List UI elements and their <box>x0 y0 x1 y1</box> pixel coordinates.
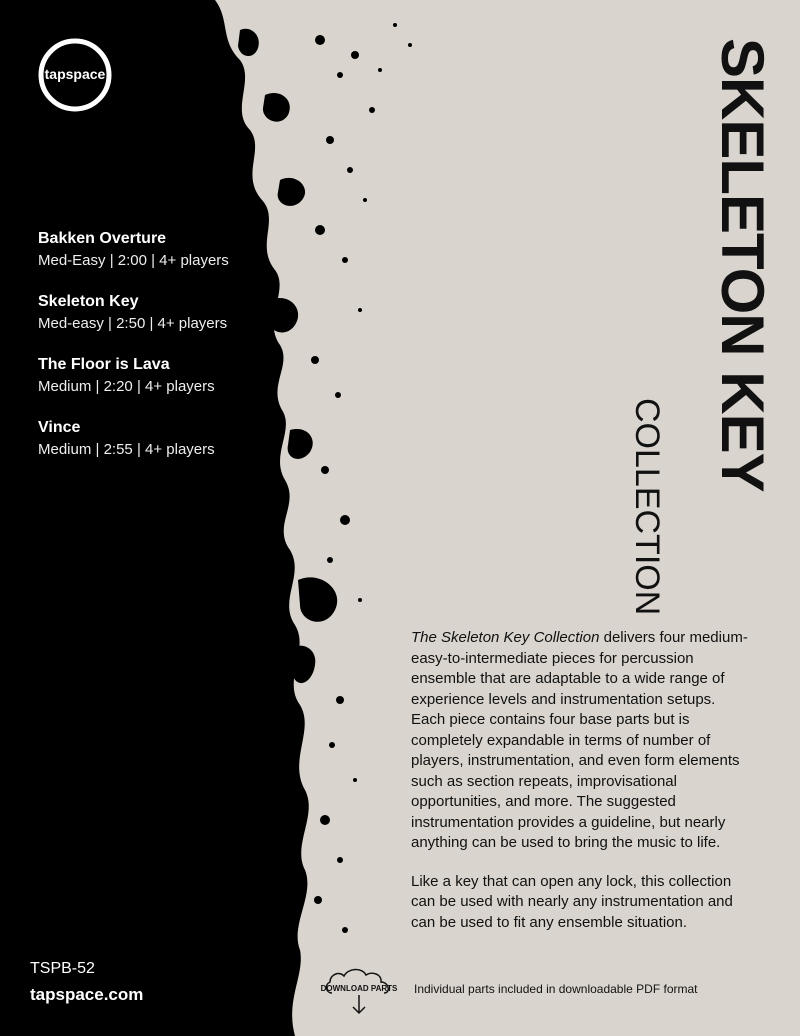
piece-title: Skeleton Key <box>38 293 139 310</box>
website-link[interactable]: tapspace.com <box>30 985 144 1004</box>
piece-title: The Floor is Lava <box>38 356 170 373</box>
piece-title: Bakken Overture <box>38 230 167 247</box>
list-item <box>38 228 288 272</box>
tapspace-logo[interactable] <box>30 30 120 120</box>
piece-meta: Med-Easy | 2:00 | 4+ players <box>38 252 229 269</box>
piece-meta: Med-easy | 2:50 | 4+ players <box>38 315 228 332</box>
description-paragraph-1 <box>411 628 751 854</box>
collection-title-italic: The Skeleton Key Collection <box>411 629 600 646</box>
piece-meta: Medium | 2:20 | 4+ players <box>38 378 215 395</box>
list-item <box>38 354 288 398</box>
description <box>411 628 751 951</box>
download-parts-badge[interactable] <box>318 965 400 1020</box>
title-sub: COLLECTION <box>628 398 666 616</box>
title-main: SKELETON KEY <box>709 38 776 492</box>
logo-text: tapspace <box>44 66 106 82</box>
description-paragraph-2: Like a key that can open any lock, this collection can be used with nearly any instrumentation and can be used to fit any ensemble situation. <box>411 872 733 931</box>
piece-list <box>38 228 288 480</box>
page-title <box>680 38 776 628</box>
piece-title: Vince <box>38 419 81 436</box>
list-item <box>38 291 288 335</box>
product-code: TSPB-52 <box>30 960 95 977</box>
download-label: DOWNLOAD PARTS <box>320 984 398 993</box>
piece-meta: Medium | 2:55 | 4+ players <box>38 441 215 458</box>
download-note: Individual parts included in downloadable PDF format <box>414 982 698 996</box>
list-item <box>38 417 288 461</box>
description-body: delivers four medium-easy-to-intermediate pieces for percussion ensemble that are adaptable to a wide range of experience levels and instrumentation setups. Each piece contains four base parts but is completely expandable in terms of number of players, instrumentation, and even form elements such as section repeats, improvisational opportunities, and more. The suggested instrumentation provides a guideline, but nearly anything can be used to bring the music to life. <box>411 629 748 851</box>
